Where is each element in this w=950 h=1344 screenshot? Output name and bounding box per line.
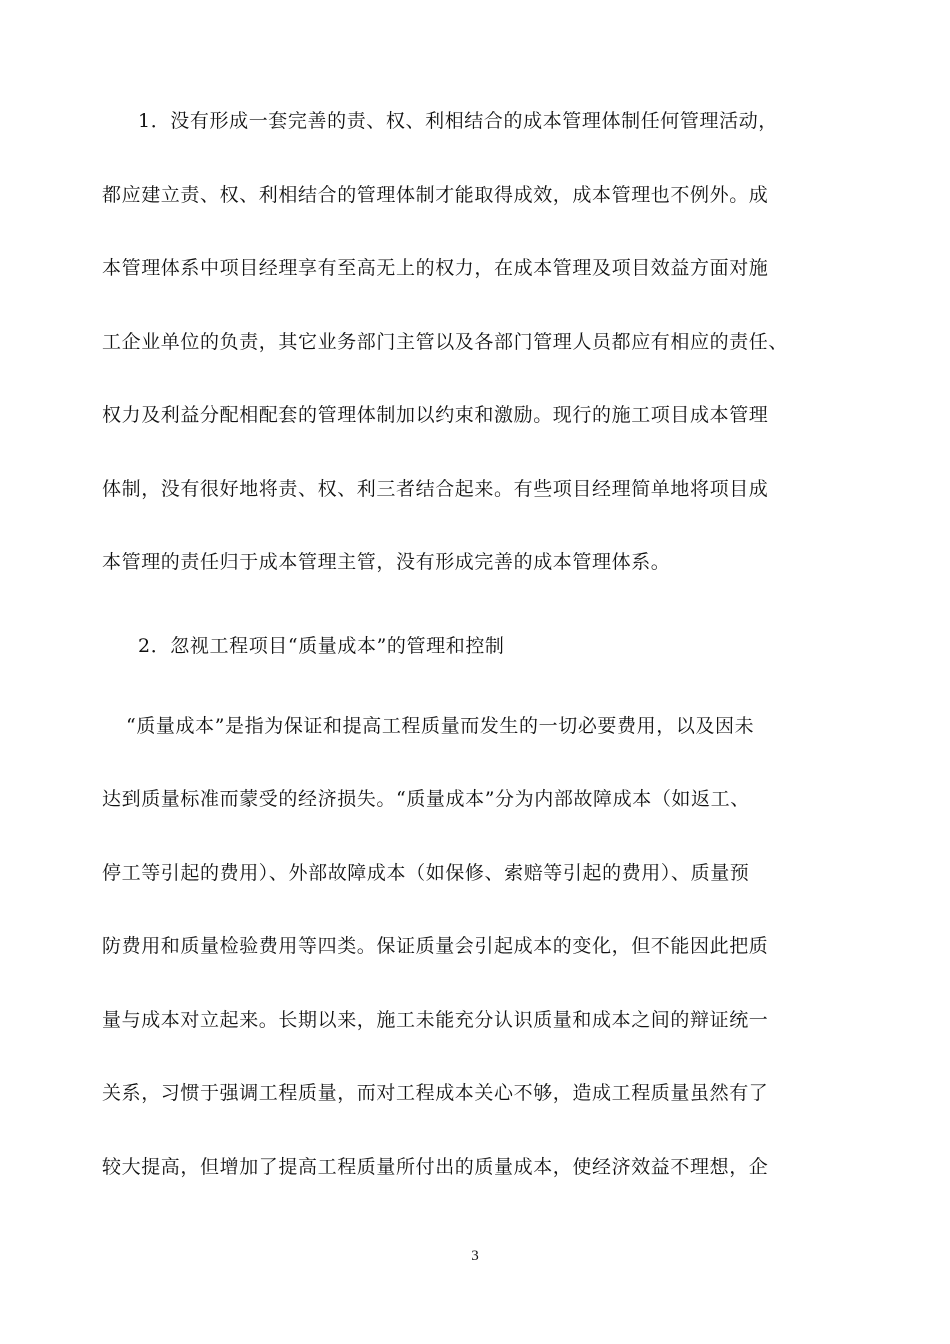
section-heading-2: 2．忽视工程项目“质量成本”的管理和控制 <box>138 635 505 657</box>
paragraph-1-line-6: 体制，没有很好地将责、权、利三者结合起来。有些项目经理简单地将项目成 <box>102 478 769 500</box>
paragraph-1-line-2: 都应建立责、权、利相结合的管理体制才能取得成效，成本管理也不例外。成 <box>102 184 769 206</box>
paragraph-1-line-5: 权力及利益分配相配套的管理体制加以约束和激励。现行的施工项目成本管理 <box>102 404 769 426</box>
paragraph-1-line-1: 1．没有形成一套完善的责、权、利相结合的成本管理体制任何管理活动， <box>138 110 778 132</box>
paragraph-2-line-6: 关系，习惯于强调工程质量，而对工程成本关心不够，造成工程质量虽然有了 <box>102 1082 769 1104</box>
paragraph-2-line-5: 量与成本对立起来。长期以来，施工未能充分认识质量和成本之间的辩证统一 <box>102 1009 769 1031</box>
paragraph-1-line-4: 工企业单位的负责，其它业务部门主管以及各部门管理人员都应有相应的责任、 <box>102 331 789 353</box>
paragraph-2-line-7: 较大提高，但增加了提高工程质量所付出的质量成本，使经济效益不理想，企 <box>102 1156 769 1178</box>
paragraph-1-line-7: 本管理的责任归于成本管理主管，没有形成完善的成本管理体系。 <box>102 551 671 573</box>
paragraph-2-line-1: “质量成本”是指为保证和提高工程质量而发生的一切必要费用，以及因未 <box>126 715 755 737</box>
page-number: 3 <box>471 1248 479 1264</box>
paragraph-2-line-3: 停工等引起的费用）、外部故障成本（如保修、索赔等引起的费用）、质量预 <box>102 862 750 884</box>
paragraph-1-line-3: 本管理体系中项目经理享有至高无上的权力，在成本管理及项目效益方面对施 <box>102 257 769 279</box>
paragraph-2-line-2: 达到质量标准而蒙受的经济损失。“质量成本”分为内部故障成本（如返工、 <box>102 788 750 810</box>
paragraph-2-line-4: 防费用和质量检验费用等四类。保证质量会引起成本的变化，但不能因此把质 <box>102 935 769 957</box>
